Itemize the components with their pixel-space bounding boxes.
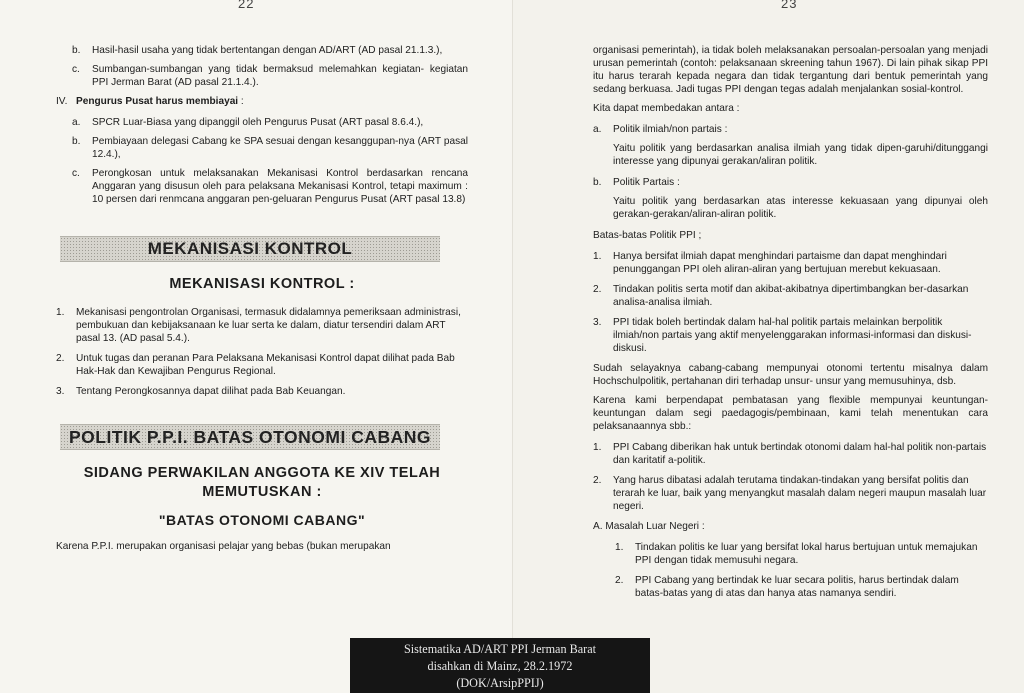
list-item: b. Hasil-hasil usaha yang tidak bertentangan dengan AD/ART (AD pasal 21.1.3.), (72, 45, 443, 56)
list-item: 3. PPI tidak boleh bertindak dalam hal-hal politik partais melainkan berpolitik ilmiah/non partais yang aktif menyelenggarakan informasi-informasi dan diskusi-diskusi. (593, 317, 972, 354)
list-item: 1. Mekanisasi pengontrolan Organisasi, termasuk didalamnya pemeriksaan administrasi, pembukuan dan kebijaksanaan ke luar serta ke dalam, diatur tersendiri dalam ART pasal 13. (AD pasal 5.4.). (56, 307, 461, 344)
page-number-left: 22 (238, 0, 255, 11)
masalah-heading: A. Masalah Luar Negeri : (593, 521, 705, 532)
list-item: 2. PPI Cabang yang bertindak ke luar secara politis, harus bertindak dalam batas-batas yang di atas dan hanya atas namanya sendiri. (615, 575, 959, 599)
intro-paragraph-2: Kita dapat membedakan antara : (593, 103, 740, 114)
income-items (72, 44, 468, 89)
list-item: 1. Tindakan politis ke luar yang bersifat lokal harus bertujuan untuk memajukan PPI dengan tidak memusuhi negara. (615, 542, 978, 566)
list-item: 2. Tindakan politis serta motif dan akibat-akibatnya dipertimbangkan ber-dasarkan analisa-analisa ilmiah. (593, 284, 969, 308)
list-item: c. Sumbangan-sumbangan yang tidak bermaksud melemahkan kegiatan- kegiatan PPI Jerman Barat (AD pasal 21.1.4.). (72, 64, 468, 88)
caption-line: (DOK/ArsipPPIJ) (456, 676, 544, 690)
banner-politik-ppi: POLITIK P.P.I. BATAS OTONOMI CABANG (60, 424, 440, 450)
cabang-items (593, 441, 988, 513)
right-page (512, 0, 1024, 693)
batas-heading: Batas-batas Politik PPI ; (593, 230, 702, 241)
list-item: a. SPCR Luar-Biasa yang dipanggil oleh Pengurus Pusat (ART pasal 8.6.4.), (72, 117, 424, 128)
list-item: b. Politik Partais : (593, 177, 680, 188)
intro-paragraph: organisasi pemerintah), ia tidak boleh melaksanakan persoalan-persoalan yang menjadi urusan pemerintah (contoh: pelaksanaan skreening tahun 1967). Di lain pihak sikap PPI itu harus terarah kepada negara dan tidak tergantung dari bentuk pemerintah yang sedang berkuasa. Jadi tugas PPI dengan tegas adalah menjalankan sosial-kontrol. (593, 45, 988, 95)
list-item: 1. PPI Cabang diberikan hak untuk bertindak otonomi dalam hal-hal politik non-partais dan karitatif a-politik. (593, 442, 987, 466)
subtitle-mekanisasi-kontrol: MEKANISASI KONTROL : (169, 276, 355, 292)
batas-items (593, 250, 988, 355)
politik-types (593, 123, 988, 221)
section-iv-items (72, 116, 468, 206)
page-number-right: 23 (781, 0, 798, 11)
politik-description: Yaitu politik yang berdasarkan atas interesse kekuasaan yang dipunyai oleh gerakan-gerakan/aliran-aliran politik. (613, 196, 988, 220)
politik-description: Yaitu politik yang berdasarkan analisa ilmiah yang tidak dipen-garuhi/ditunggangi interesse yang dipunyai gerakan/aliran politik. (613, 143, 988, 167)
section-iv-heading: IV. Pengurus Pusat harus membiayai : (56, 96, 244, 107)
caption-line: Sistematika AD/ART PPI Jerman Barat (404, 642, 596, 656)
closing-paragraph: Karena P.P.I. merupakan organisasi pelajar yang bebas (bukan merupakan (56, 541, 391, 552)
list-item: c. Perongkosan untuk melaksanakan Mekanisasi Kontrol berdasarkan rencana Anggaran yang disusun oleh para pelaksana Mekanisasi Kontrol, tetapi maximum : 10 persen dari renmcana anggaran pen-geluaran Pengurus Pusat (ART pasal 13.8) (72, 168, 468, 205)
list-item: 1. Hanya bersifat ilmiah dapat menghindari partaisme dan dapat menghindari penunggangan PPI oleh aliran-aliran yang bertujuan merebut kekuasaan. (593, 251, 947, 275)
list-item: 3. Tentang Perongkosannya dapat dilihat pada Bab Keuangan. (56, 386, 346, 397)
list-item: 2. Untuk tugas dan peranan Para Pelaksana Mekanisasi Kontrol dapat dilihat pada Bab Hak-Hak dan Kewajiban Pengurus Regional. (56, 353, 455, 377)
batas-otonomi-title: "BATAS OTONOMI CABANG" (158, 512, 366, 528)
list-item: b. Pembiayaan delegasi Cabang ke SPA sesuai dengan kesanggupan-nya (ART pasal 12.4.), (72, 136, 468, 160)
list-item: 2. Yang harus dibatasi adalah terutama tindakan-tindakan yang bersifat politis dan terarah ke luar, baik yang menyangkut masalah dalam negeri maupun masalah luar negeri. (593, 475, 987, 512)
photo-caption (350, 638, 650, 693)
otonomi-paragraph: Sudah selayaknya cabang-cabang mempunyai otonomi tertentu misalnya dalam Hochschulpolitik, pertahanan diri terhadap unsur- unsur yang memusuhinya, dsb. (593, 363, 988, 387)
caption-line: disahkan di Mainz, 28.2.1972 (427, 659, 573, 673)
banner-mekanisasi-kontrol: MEKANISASI KONTROL (60, 236, 440, 262)
flexible-paragraph: Karena kami berpendapat pembatasan yang flexible mempunyai keuntungan-keuntungan dalam segi paedagogis/pembinaan, kami telah menentukan cara pelaksanaannya sbb.: (593, 395, 988, 432)
mekanisasi-items (56, 306, 468, 398)
list-item: a. Politik ilmiah/non partais : (593, 124, 728, 135)
masalah-items (615, 541, 988, 600)
sidang-title: SIDANG PERWAKILAN ANGGOTA KE XIV TELAH MEMUTUSKAN : (83, 465, 441, 500)
